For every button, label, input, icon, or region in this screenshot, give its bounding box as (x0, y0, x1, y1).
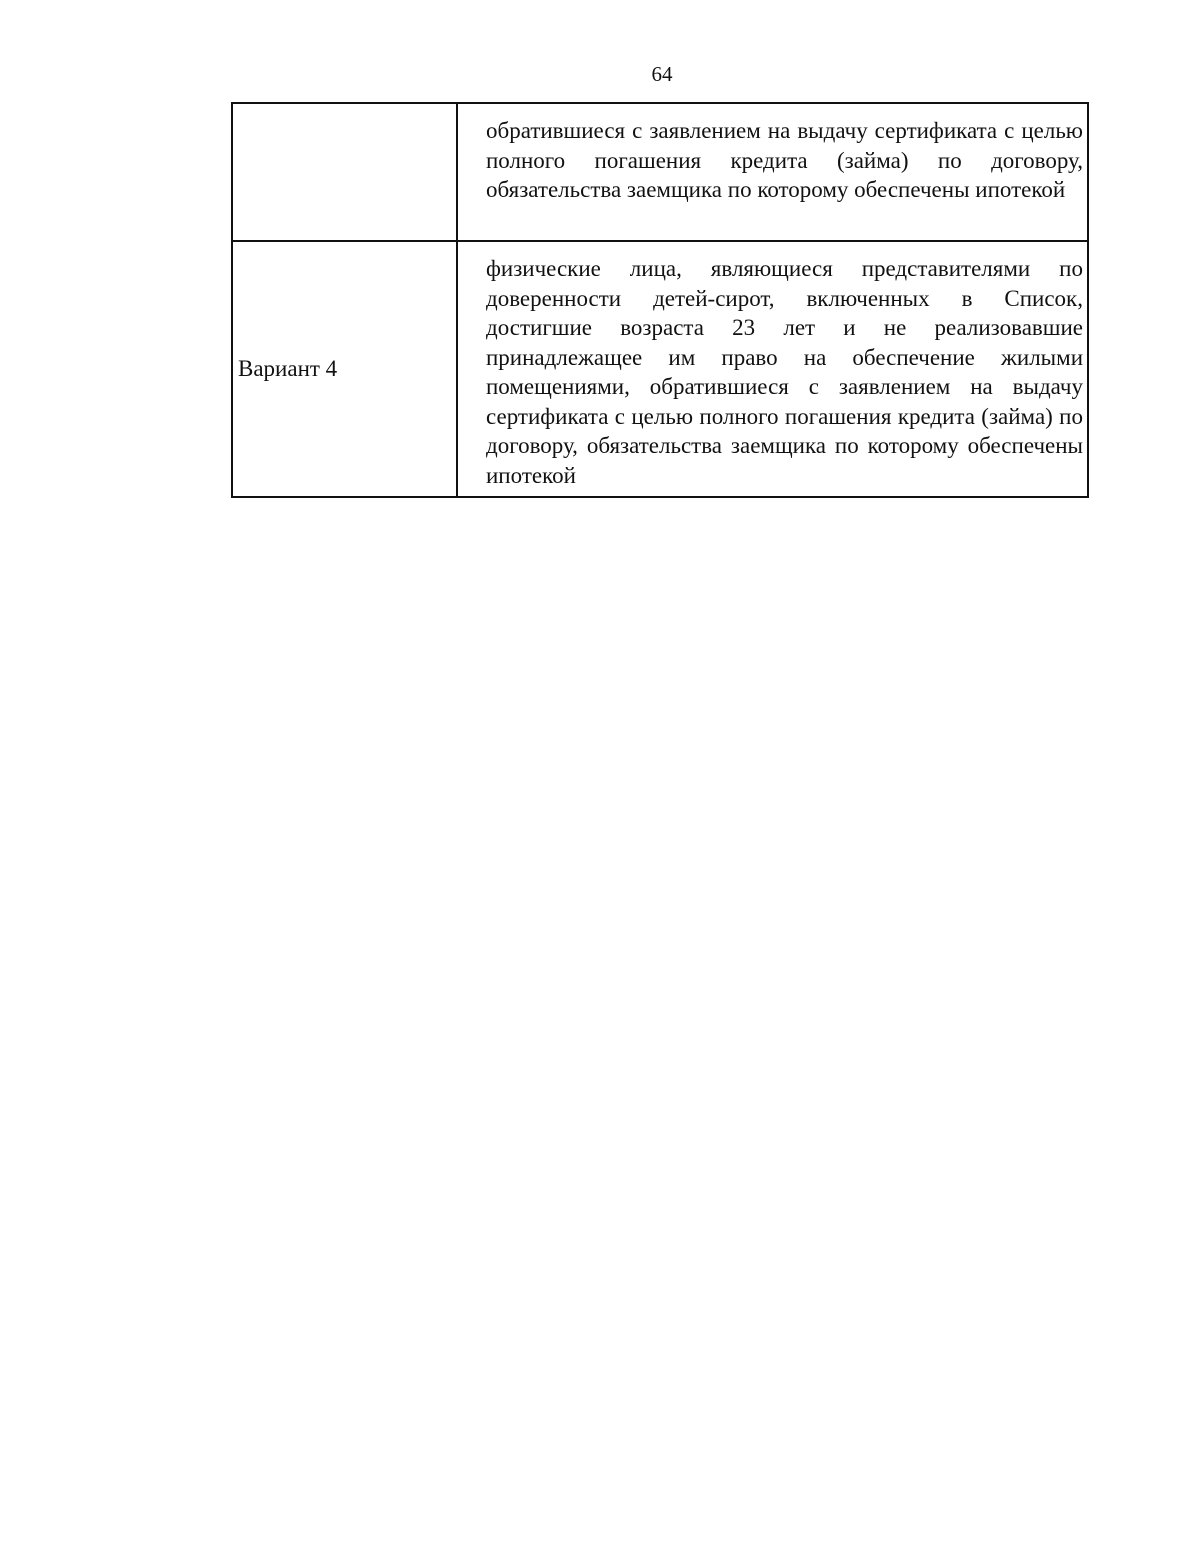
table-row (232, 103, 1088, 241)
variant-cell (232, 103, 457, 241)
table-row (232, 241, 1088, 497)
variant-cell (232, 241, 457, 497)
description-cell: физические лица, являющиеся представителями по доверенности детей-сирот, включенных в Список, достигшие возраста 23 лет и не реализовавшие принадлежащее им право на обеспечение жилыми помещениями, обратившиеся с заявлением на выдачу сертификата с целью полного погашения кредита (займа) по договору, обязательства заемщика по которому обеспечены ипотекой (457, 241, 1088, 497)
variant-label: Вариант 4 (238, 356, 338, 382)
page-number: 64 (651, 62, 673, 86)
description-cell: обратившиеся с заявлением на выдачу сертификата с целью полного погашения кредита (займа) по договору, обязательства заемщика по которому обеспечены ипотекой (457, 103, 1088, 241)
variants-table (231, 102, 1089, 498)
